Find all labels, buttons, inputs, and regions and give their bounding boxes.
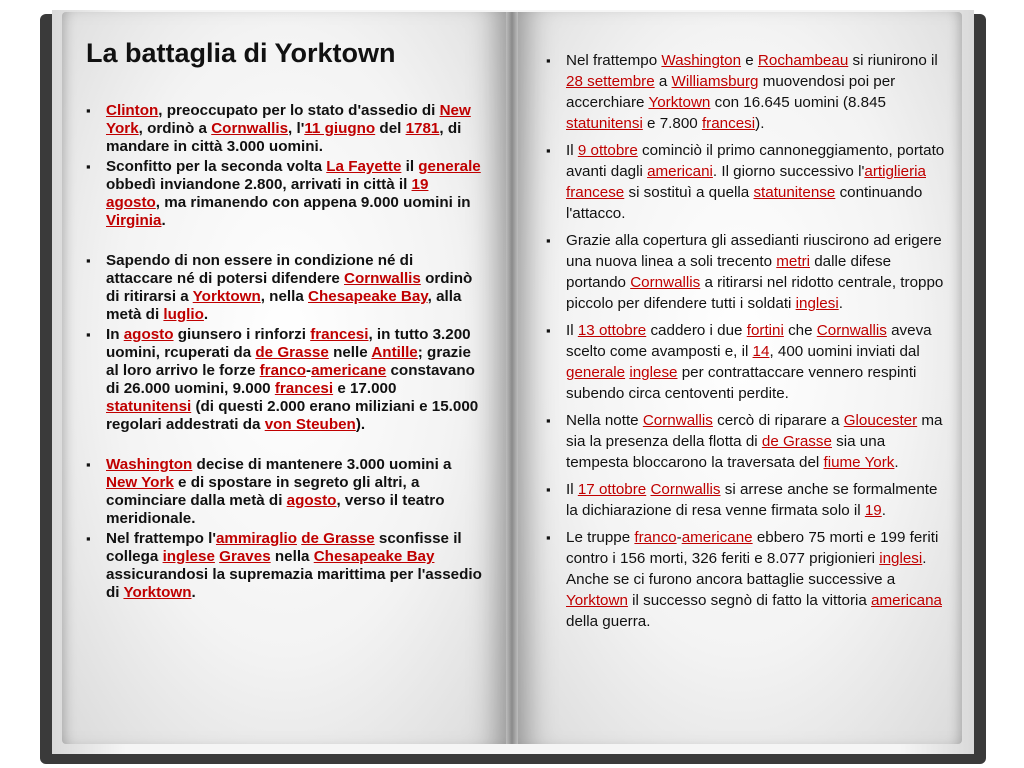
bullet-item [546,230,946,314]
bullet-text: obbedì inviandone 2.800, arrivati in città il [106,176,412,193]
wiki-link[interactable]: Cornwallis [211,120,289,137]
bullet-text: giunsero i rinforzi [173,326,311,343]
wiki-link[interactable]: statunitense [753,184,836,201]
bullet-text: sia una tempesta bloccarono la traversata del [566,433,886,471]
bullet-text: ma sia la presenza della flotta di [566,412,943,450]
wiki-link[interactable]: artiglieria [864,163,926,180]
wiki-link[interactable]: americani [647,163,713,180]
wiki-link[interactable]: americane [311,362,387,379]
bullet-item [86,530,484,602]
bullet-text: il successo segnò di fatto la vittoria [627,592,872,609]
bullet-text: cominciò il primo cannoneggiamento, portato avanti dagli [566,142,945,180]
wiki-link[interactable]: francese [566,184,625,201]
wiki-link[interactable]: 19 [864,502,882,519]
bullet-text: e di spostare in segreto gli altri, a cominciare dalla metà di [106,474,420,509]
bullet-text: Il [566,322,578,339]
page-title: La battaglia di Yorktown [86,38,396,68]
wiki-link[interactable]: luglio [163,306,204,323]
bullet-text: - [306,362,312,379]
bullet-text: dalle difese portando [566,253,892,291]
bullet-text: . Il giorno successivo l' [712,163,865,180]
wiki-link[interactable]: Chesapeake Bay [313,548,435,565]
bullet-text: sconfisse il collega [106,530,462,565]
wiki-link[interactable]: Rochambeau [757,52,849,69]
wiki-link[interactable]: Cornwallis [816,322,887,339]
bullet-text: decise di mantenere 3.000 uomini a [192,456,452,473]
wiki-link[interactable]: inglesi [795,295,839,312]
bullet-text: assicurandosi la supremazia marittima per l'assedio di [106,566,482,601]
wiki-link[interactable]: New York [106,474,174,491]
bullet-text: , l' [288,120,305,137]
wiki-link[interactable]: generale [418,158,481,175]
bullet-text: , alla metà di [106,288,462,323]
bullet-text: . [838,295,843,312]
bullet-text: che [783,322,817,339]
wiki-link[interactable]: francesi [701,115,756,132]
wiki-link[interactable]: francesi [274,380,334,397]
bullet-text: ordinò di ritirarsi a [106,270,473,305]
wiki-link[interactable]: metri [776,253,810,270]
wiki-link[interactable]: generale [566,364,626,381]
bullet-text: si arrese anche se formalmente la dichiarazione di resa venne firmata solo il [566,481,938,519]
bullet-item [86,252,484,324]
bullet-text: , nella [260,288,309,305]
wiki-link[interactable]: agosto [286,492,337,509]
bullet-text: Il [566,142,578,159]
wiki-link[interactable]: Cornwallis [650,481,721,498]
wiki-link[interactable]: Yorktown [648,94,711,111]
wiki-link[interactable]: Gloucester [843,412,918,429]
wiki-link[interactable]: fiume York [823,454,895,471]
wiki-link[interactable]: Yorktown [192,288,261,305]
bullet-text: ). [755,115,765,132]
wiki-link[interactable]: 28 settembre [566,73,655,90]
bullet-text: con 16.645 uomini (8.845 [710,94,886,111]
wiki-link[interactable]: americane [681,529,753,546]
wiki-link[interactable]: 9 ottobre [577,142,638,159]
wiki-link[interactable]: 11 giugno [304,120,376,137]
bullet-text: . Anche se ci furono ancora battaglie successive a [566,550,927,588]
bullet-text: il [401,158,419,175]
wiki-link[interactable]: 17 ottobre [577,481,647,498]
wiki-link[interactable]: inglese [629,364,678,381]
bullet-text: ). [355,416,366,433]
wiki-link[interactable]: de Grasse [301,530,375,547]
wiki-link[interactable]: New York [106,102,471,137]
bullet-text: per contrattaccare vennero respinti subendo circa centoventi perdite. [566,364,917,402]
wiki-link[interactable]: 14 [752,343,770,360]
bullet-text: . [894,454,899,471]
bullet-text: . [161,212,166,229]
bullet-text: continuando l'attacco. [566,184,923,222]
bullet-text: Il [566,481,578,498]
wiki-link[interactable]: Chesapeake Bay [308,288,428,305]
wiki-link[interactable]: Yorktown [123,584,192,601]
bullet-text: , ma rimanendo con appena 9.000 uomini in [155,194,471,211]
bullet-text: Sapendo di non essere in condizione né di attaccare né di potersi difendere [106,252,414,287]
bullet-text: si riunirono il [848,52,938,69]
bullet-item [546,527,946,632]
wiki-link[interactable]: franco [634,529,677,546]
bullet-text: ebbero 75 morti e 199 feriti contro i 156 morti, 326 feriti e 8.077 prigionieri [566,529,939,567]
wiki-link[interactable]: 13 ottobre [577,322,647,339]
wiki-link[interactable]: inglesi [879,550,923,567]
wiki-link[interactable]: Virginia [106,212,162,229]
bullet-text: , verso il teatro meridionale. [106,492,445,527]
bullet-text: della guerra. [566,613,651,630]
bullet-text: Sconfitto per la seconda volta [106,158,327,175]
bullet-item [546,410,946,473]
bullet-text: . [203,306,209,323]
wiki-link[interactable]: Antille [371,344,418,361]
wiki-link[interactable]: Cornwallis [642,412,713,429]
bullet-text: a ritirarsi nel ridotto centrale, troppo piccolo per difendere tutti i soldati [566,274,944,312]
bullet-item [546,140,946,224]
wiki-link[interactable]: franco [259,362,307,379]
wiki-link[interactable]: agosto [123,326,174,343]
wiki-link[interactable]: de Grasse [255,344,329,361]
bullet-text: Nel frattempo [566,52,662,69]
bullet-item [546,479,946,521]
wiki-link[interactable]: de Grasse [761,433,832,450]
wiki-link[interactable]: statunitensi [106,398,192,415]
wiki-link[interactable]: 19 agosto [106,176,429,211]
wiki-link[interactable]: La Fayette [326,158,402,175]
bullet-text: , in tutto 3.200 uomini, rcuperati da [106,326,471,361]
wiki-link[interactable]: ammiraglio [215,530,297,547]
bullet-text: aveva scelto come avamposti e, il [566,322,932,360]
bullet-text: Le truppe [566,529,635,546]
bullet-text: In [106,326,124,343]
bullet-text: nelle [328,344,372,361]
wiki-link[interactable]: Cornwallis [344,270,421,287]
bullet-text: (di questi 2.000 erano miliziani e 15.000 regolari addestrati da [106,398,479,433]
book-spine [506,12,518,744]
bullet-text: . [881,502,886,519]
bullet-item [86,102,484,156]
wiki-link[interactable]: americana [871,592,942,609]
wiki-link[interactable]: statunitensi [566,115,643,132]
bullet-text: e [741,52,758,69]
bullet-text: cercò di riparare a [712,412,844,429]
bullet-text: nella [270,548,314,565]
wiki-link[interactable]: Washington [106,456,193,473]
bullet-text: , 400 uomini inviati dal [769,343,920,360]
bullet-text: e 7.800 [642,115,702,132]
bullet-text: ; grazie al loro arrivo le forze [106,344,471,379]
bullet-text: . [191,584,196,601]
bullet-text: si sostituì a quella [624,184,754,201]
wiki-link[interactable]: 1781 [405,120,440,137]
wiki-link[interactable]: francesi [310,326,369,343]
bullet-text: , preoccupato per lo stato d'assedio di [158,102,440,119]
bullet-item [546,50,946,134]
wiki-link[interactable]: von Steuben [264,416,356,433]
bullet-text: constavano di 26.000 uomini, 9.000 [106,362,475,397]
bullet-item [546,320,946,404]
wiki-link[interactable]: Graves [219,548,271,565]
wiki-link[interactable]: fortini [746,322,784,339]
bullet-text: muovendosi poi per accerchiare [566,73,896,111]
wiki-link[interactable]: Cornwallis [630,274,701,291]
bullet-text: - [676,529,682,546]
bullet-item [86,456,484,528]
bullet-text: , di mandare in città 3.000 uomini. [106,120,462,155]
bullet-item [86,158,484,230]
bullet-text: Nella notte [566,412,643,429]
bullet-text: del [375,120,406,137]
wiki-link[interactable]: Washington [661,52,742,69]
bullet-text: a [654,73,672,90]
bullet-text: caddero i due [646,322,747,339]
bullet-text: Nel frattempo l' [106,530,216,547]
wiki-link[interactable]: Clinton [106,102,159,119]
wiki-link[interactable]: inglese [162,548,215,565]
right-bullet-list [546,50,946,638]
wiki-link[interactable]: Yorktown [566,592,628,609]
bullet-item [86,326,484,434]
wiki-link[interactable]: Williamsburg [671,73,759,90]
bullet-text: Grazie alla copertura gli assedianti riuscirono ad erigere una nuova linea a soli trecento [566,232,942,270]
bullet-text: , ordinò a [138,120,212,137]
bullet-text: e 17.000 [333,380,397,397]
left-bullet-list [86,102,484,604]
